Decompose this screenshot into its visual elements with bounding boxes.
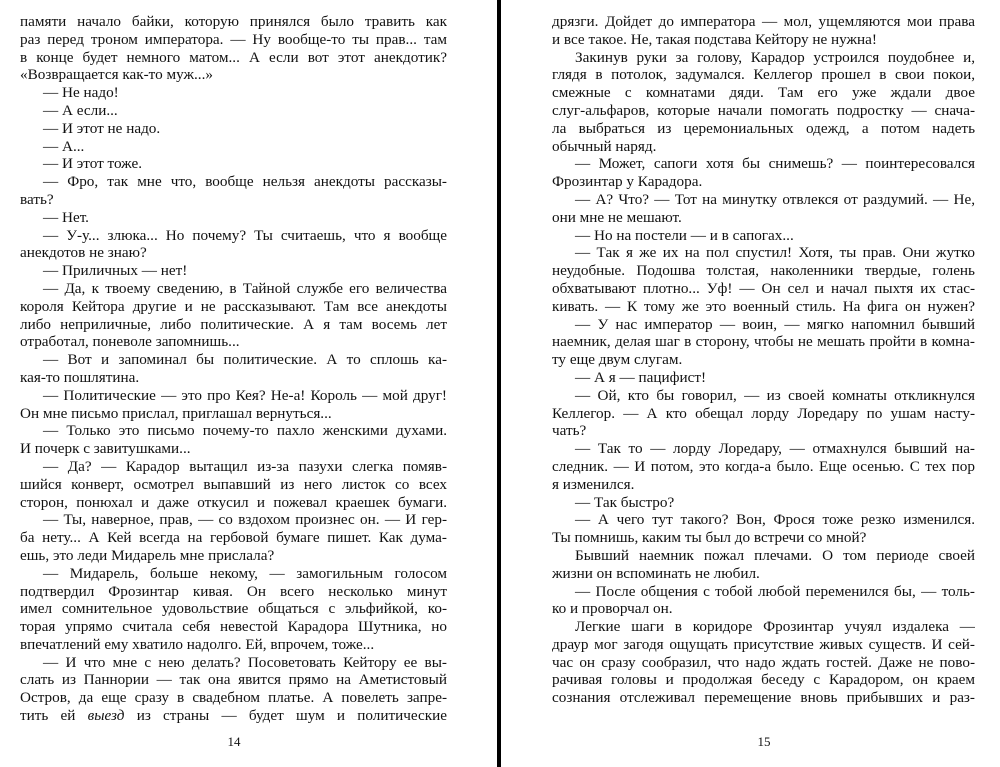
right-page — [501, 0, 1000, 767]
text-line: жизни он вспоминать не любил. — [552, 564, 760, 582]
text-line: ко и проворчал он. — [552, 600, 673, 618]
text-line: — После общения с тобой любой переменился бы, — толь- — [575, 582, 975, 600]
text-line: — А я — пацифист! — [575, 368, 707, 386]
text-line: — А чего тут такого? Вон, Фрося тоже резко изменился. — [575, 511, 975, 529]
text-line: — Нет. — [43, 208, 89, 226]
text-line: Келлегор. — А кто обещал лорду Лоредару по ушам насту- — [552, 404, 975, 422]
text-line: — Может, сапоги хотя бы снимешь? — поинтересовался — [575, 155, 975, 173]
text-line: Закинув руки за голову, Карадор устроился поудобнее и, — [575, 48, 975, 66]
text-line: и все такое. Не, такая подстава Кейтору не нужна! — [552, 30, 877, 48]
text-line: И почерк с завитушками... — [20, 440, 191, 458]
text-line: — А если... — [43, 101, 118, 119]
text-line: — А... — [43, 137, 85, 155]
text-line: короля Кейтора другие и не рассказывают. Там все анекдоты — [20, 297, 447, 315]
text-line: — И этот тоже. — [43, 155, 143, 173]
text-line: в конце будет немного матом... А если вот этот анекдотик? — [20, 48, 447, 66]
left-page — [0, 0, 497, 767]
text-line: неудобные. Подошва толстая, наколенники твердые, голень — [552, 262, 975, 280]
left-page-text — [20, 13, 447, 725]
text-line: — Да? — Карадор вытащил из-за пазухи слегка помяв- — [43, 457, 447, 475]
text-line: Фрозинтар у Карадора. — [552, 173, 703, 191]
text-line: — Так я же их на пол спустил! Хотя, ты прав. Они жутко — [575, 244, 975, 262]
text-line: — Только это письмо почему-то пахло женскими духами. — [43, 422, 447, 440]
text-line: шийся конверт, осмотрел выпавший из него листок со всех — [20, 475, 447, 493]
text-line: смежные с комнатами дяди. Там его уже ждали двое — [552, 84, 975, 102]
text-line: следник. — И потом, это когда-а было. Еще осенью. С тех пор — [552, 457, 975, 475]
text-line: — Вот и запоминал бы политические. А то сплошь ка- — [43, 351, 447, 369]
text-line: отработал, поневоле запомнишь... — [20, 333, 240, 351]
text-line: «Возвращается как-то муж...» — [20, 66, 213, 84]
text-line: обхватывают плотно... Уф! — Он сел и начал пыхтя их стас- — [552, 279, 975, 297]
text-line: тить ей выезд из страны — будет шум и политические — [20, 707, 447, 725]
text-line: Бывший наемник пожал плечами. О том периоде своей — [575, 546, 975, 564]
text-line: либо неприличные, либо политические. А я там восемь лет — [20, 315, 447, 333]
text-line: я изменился. — [552, 475, 635, 493]
text-line: чать? — [552, 422, 587, 440]
text-line: — Мидарель, больше некому, — замогильным голосом — [43, 564, 447, 582]
text-line: вать? — [20, 190, 54, 208]
text-line: Ты помнишь, каким ты был до встречи со мной? — [552, 529, 867, 547]
text-line: сторон, понюхал и даже откусил и пожевал краешек бумаги. — [20, 493, 447, 511]
text-line: обычный наряд. — [552, 137, 657, 155]
text-line: ба нету... А Кей всегда на гербовой бумаге пишет. Как дума- — [20, 529, 447, 547]
text-line: глядя в потолок, задумался. Келлегор прошел в свои покои, — [552, 66, 975, 84]
text-line: кая-то пошлятина. — [20, 368, 140, 386]
text-line: памяти начало байки, которую принялся было травить как — [20, 13, 447, 30]
text-line: — Так то — лорду Лоредару, — отмахнулся бывший на- — [575, 440, 975, 458]
text-line: — Да, к твоему сведению, в Тайной службе его величества — [43, 279, 447, 297]
text-line: слуг-альфаров, которые начали помогать подростку — снача- — [552, 101, 975, 119]
text-line: — Приличных — нет! — [43, 262, 188, 280]
text-line: Он мне письмо прислал, приглашал вернуться... — [20, 404, 332, 422]
text-line: сознания отслеживал перемещение вновь прибывших и раз- — [552, 689, 975, 707]
text-line: — Фро, так мне что, вообще нельзя анекдоты рассказы- — [43, 173, 447, 191]
text-line: — Так быстро? — [575, 493, 675, 511]
text-line: — У-у... злюка... Но почему? Ты считаешь, что я вообще — [43, 226, 447, 244]
text-line: — И этот не надо. — [43, 119, 161, 137]
text-line: подтвердил Фрозинтар кивая. Он всего несколько минут — [20, 582, 447, 600]
text-line: — А? Что? — Тот на минутку отвлекся от раздумий. — Не, — [575, 190, 975, 208]
text-line: рачивая головы и продолжая беседу с Карадором, он краем — [552, 671, 975, 689]
left-page-number: 14 — [227, 734, 241, 749]
text-line: анекдотов не знаю? — [20, 244, 147, 262]
text-line: ла выбраться из церемониальных одежд, а потом надеть — [552, 119, 975, 137]
text-line: наемник, делая шаг в сторону, чтобы не мешать пройти в комна- — [552, 333, 975, 351]
text-line: кивать. — К тому же это военный стиль. На фига он нужен? — [552, 297, 975, 315]
text-line: — Политические — это про Кея? Не-а! Король — мой друг! — [43, 386, 447, 404]
text-line: — Не надо! — [43, 84, 119, 102]
text-line: имел сомнительное удовольствие общаться с эльфийкой, ко- — [20, 600, 447, 618]
right-page-number: 15 — [757, 734, 771, 749]
text-line: ту еще двум слугам. — [552, 351, 683, 369]
text-line: ешь, это леди Мидарель мне прислала? — [20, 546, 275, 564]
text-line: Легкие шаги в коридоре Фрозинтар учуял издалека — — [575, 618, 975, 636]
text-line: — И что мне с нею делать? Посоветовать Кейтору ее вы- — [43, 653, 447, 671]
text-line: — Но на постели — и в сапогах... — [575, 226, 794, 244]
text-line: час он сразу сообразил, что надо ждать гостей. Даже не пово- — [552, 653, 975, 671]
text-line: драур мог загодя ощущать присутствие живых существ. И сей- — [552, 635, 975, 653]
text-line: дрязги. Дойдет до императора — мол, ущемляются мои права — [552, 13, 975, 30]
text-line: раз перед троном императора. — Ну вообще-то ты прав... там — [20, 30, 447, 48]
text-line: они мне не мешают. — [552, 208, 682, 226]
text-line: — Ты, наверное, прав, — со вздохом произнес он. — И гер- — [43, 511, 447, 529]
text-line: — У нас император — воин, — мягко напомнил бывший — [575, 315, 975, 333]
text-line: Остров, да еще сразу в свадебном платье. А повелеть запре- — [20, 689, 447, 707]
text-line: — Ой, кто бы говорил, — из своей комнаты откликнулся — [575, 386, 975, 404]
text-line: впечатлений ему хватило надолго. Ей, впрочем, тоже... — [20, 635, 375, 653]
right-page-text — [552, 13, 975, 707]
text-line: торая упрямо считала себя невестой Карадора Шутника, но — [20, 618, 447, 636]
text-line: слать из Паннории — так она явится прямо на Аметистовый — [20, 671, 447, 689]
